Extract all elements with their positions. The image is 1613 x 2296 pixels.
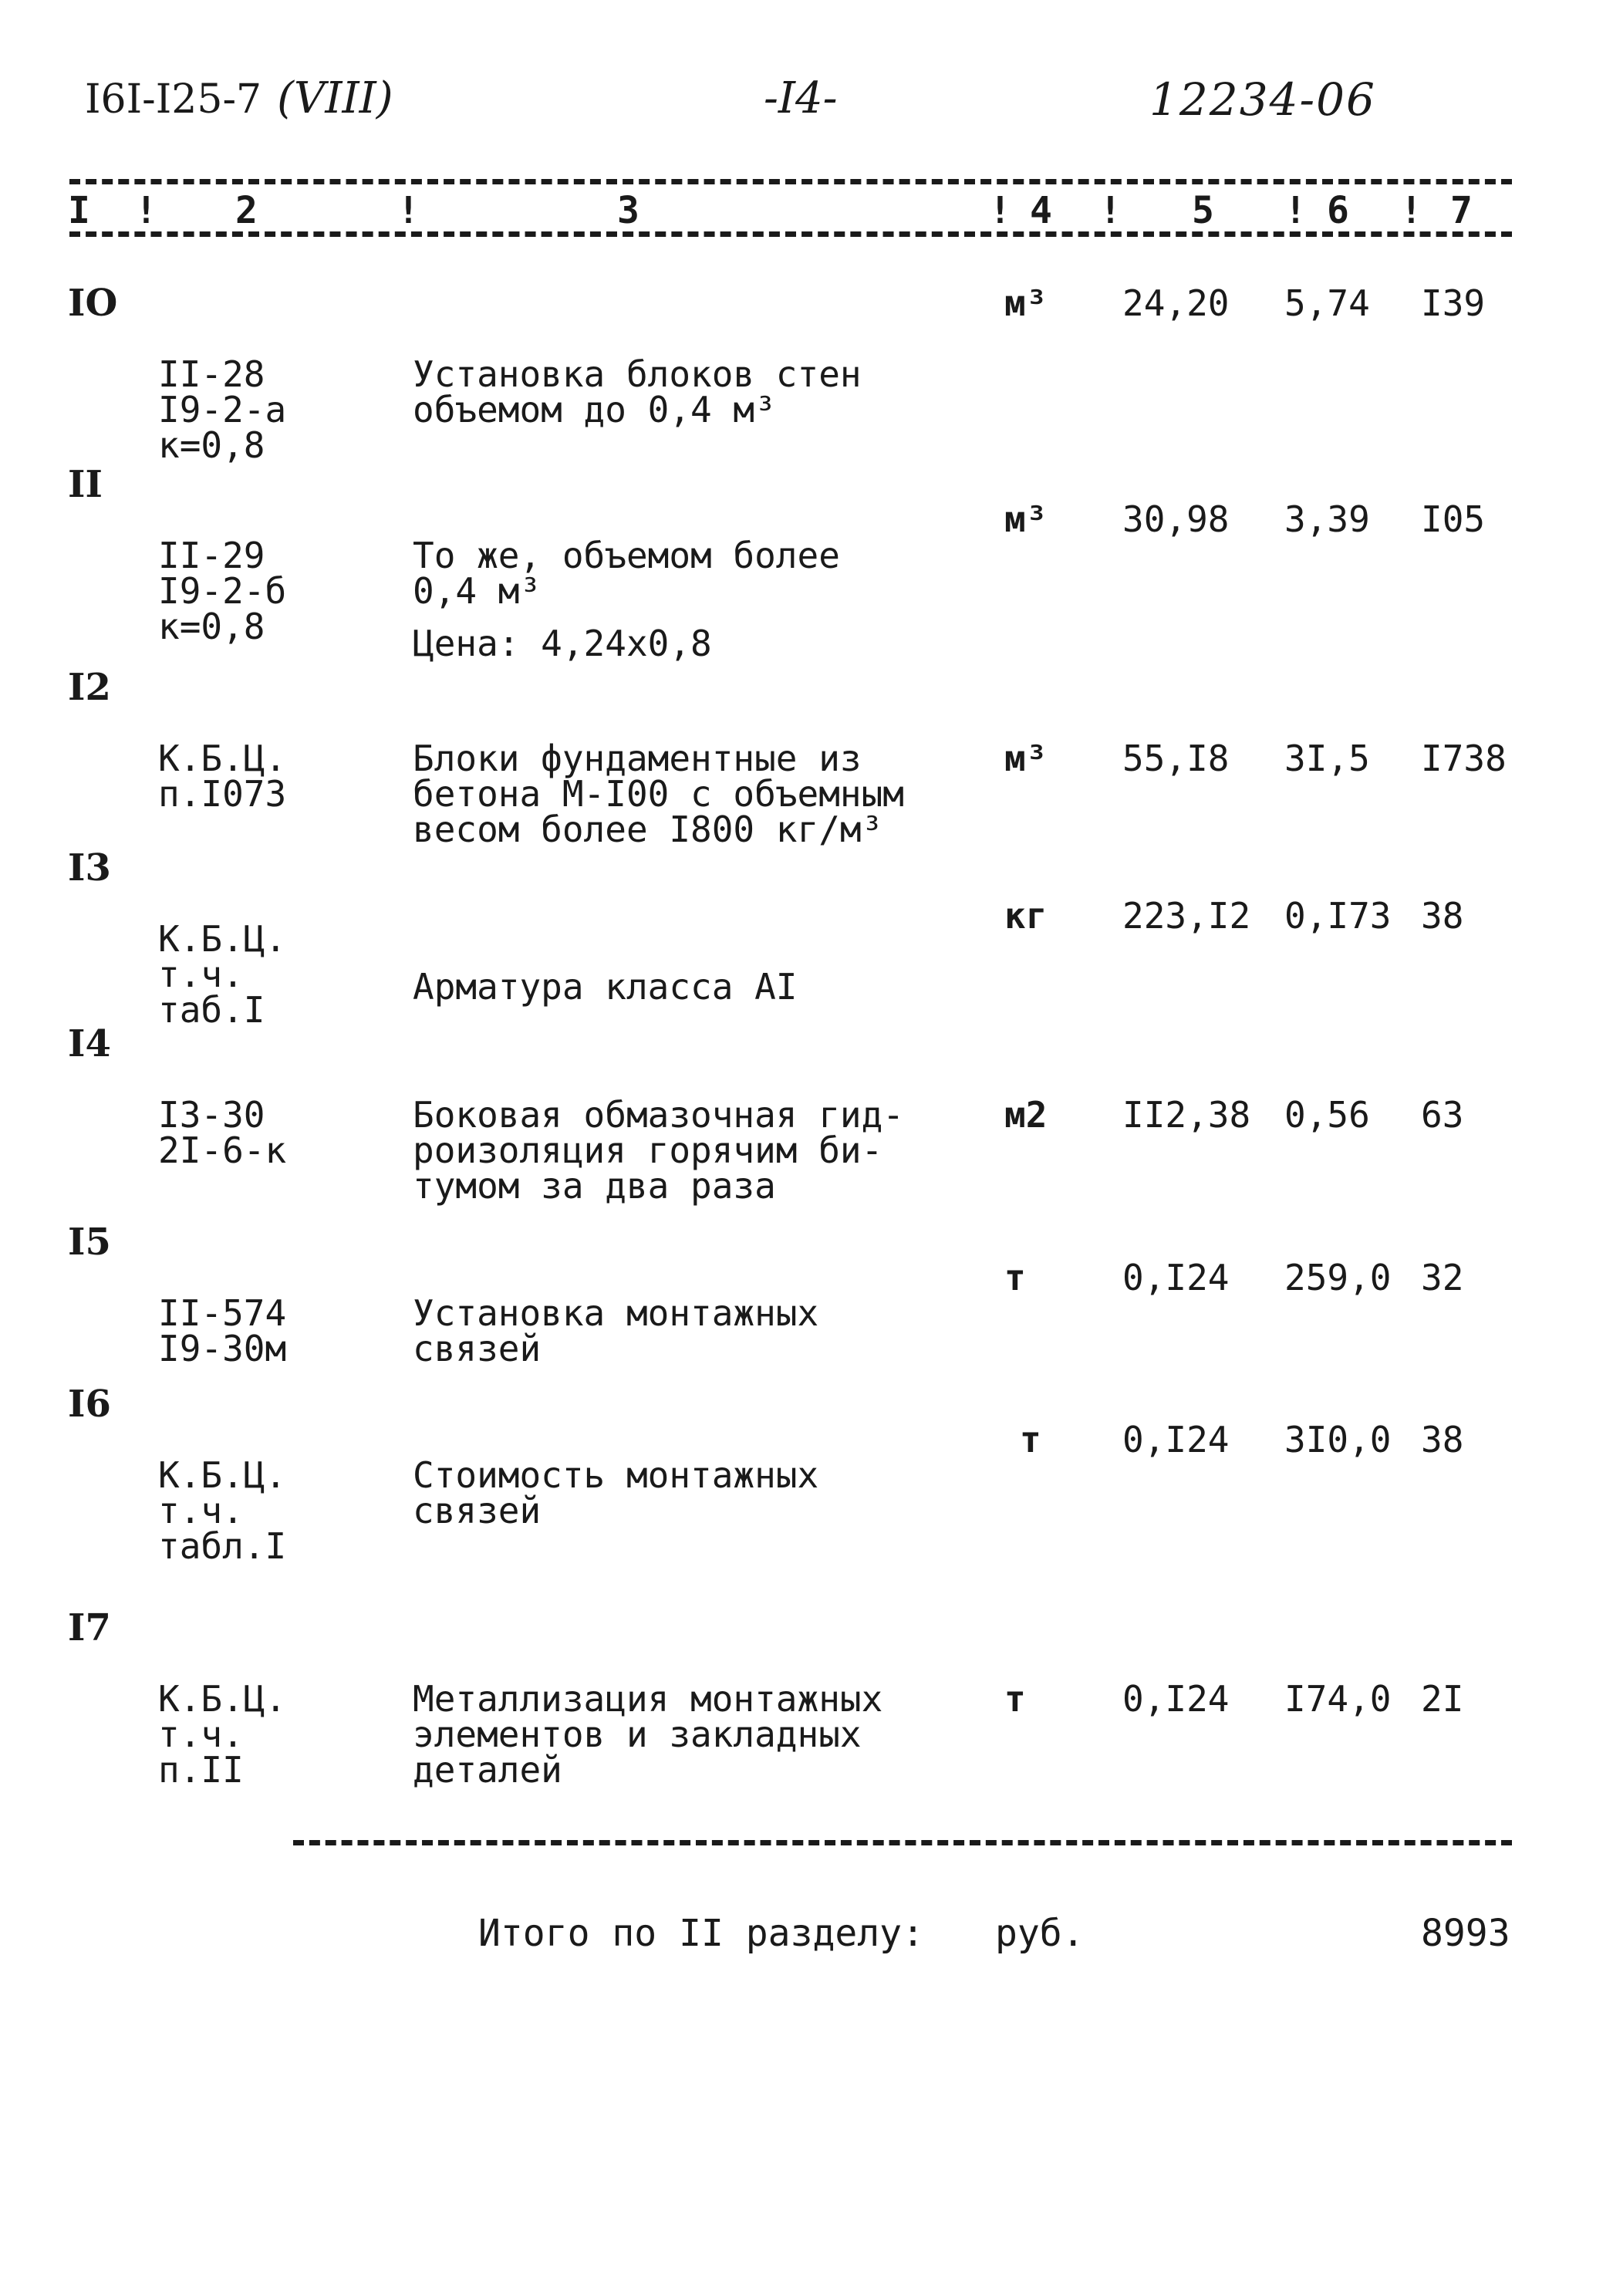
unit: м³ [1004,738,1048,779]
column-header-5: 5 [1192,189,1214,232]
unit-price: 0,I73 [1284,895,1392,937]
rate-code: К.Б.Ц. т.ч. табл.I [158,1454,287,1567]
page-number: -I4- [764,73,838,123]
rate-code: II-29 I9-2-б к=0,8 [158,535,287,647]
section-total-value: 8993 [1421,1912,1510,1955]
unit-price: I74,0 [1284,1678,1392,1720]
total-cost: 32 [1421,1257,1464,1298]
total-cost: 38 [1421,895,1464,937]
work-description: Блоки фундаментные из бетона М-I00 с объемным весом более I800 кг/м³ [413,738,904,850]
unit: м2 [1004,1094,1048,1136]
unit-price: 3,39 [1284,498,1370,540]
column-separator: ! [989,189,1011,232]
column-separator: ! [1284,189,1307,232]
column-separator: ! [1099,189,1122,232]
table-header-rule [69,231,1512,237]
work-description: Боковая обмазочная гид- роизоляция горячим би- тумом за два раза [413,1094,904,1207]
unit: т [1004,1257,1026,1298]
column-header-6: 6 [1327,189,1349,232]
quantity: 55,I8 [1122,738,1230,779]
unit: т [1004,1678,1026,1720]
unit-price: 5,74 [1284,282,1370,324]
column-header-3: 3 [617,189,639,232]
column-header-4: 4 [1030,189,1052,232]
quantity: 223,I2 [1122,895,1251,937]
quantity: 0,I24 [1122,1257,1230,1298]
section-total-label: Итого по II разделу: [478,1912,924,1955]
work-description: Установка блоков стен объемом до 0,4 м³ [413,353,862,430]
doc-code-handwritten: (VIII) [277,73,393,123]
rate-code: II-574 I9-30м [158,1292,287,1369]
doc-code-print: I6I-I25-7 [85,76,262,123]
unit-price: 259,0 [1284,1257,1392,1298]
row-number: I6 [68,1383,111,1426]
quantity: 24,20 [1122,282,1230,324]
work-description: Стоимость монтажных связей [413,1454,819,1531]
row-number: I2 [68,666,111,709]
total-cost: I05 [1421,498,1486,540]
quantity: 30,98 [1122,498,1230,540]
row-number: I4 [68,1022,111,1065]
row-number: II [68,463,103,506]
row-number: I5 [68,1221,111,1264]
unit-price: 3I0,0 [1284,1419,1392,1460]
total-cost: 38 [1421,1419,1464,1460]
column-header-2: 2 [235,189,258,232]
column-separator: ! [1400,189,1422,232]
section-total-unit: руб. [995,1912,1085,1955]
doc-code [85,73,393,123]
work-description: Арматура класса AI [413,966,798,1008]
column-header-1: I [68,189,90,232]
column-separator: ! [397,189,420,232]
work-description: Металлизация монтажных элементов и закладных деталей [413,1678,883,1791]
work-description: То же, объемом более 0,4 м³ Цена: 4,24x0,8 [413,535,840,664]
rate-code: К.Б.Ц. т.ч. п.II [158,1678,287,1791]
rate-code: К.Б.Ц. т.ч. таб.I [158,918,287,1031]
unit-price: 3I,5 [1284,738,1370,779]
unit: м³ [1004,498,1048,540]
quantity: 0,I24 [1122,1419,1230,1460]
row-number: I3 [68,846,111,890]
total-cost: I738 [1421,738,1507,779]
unit: кг [1004,895,1048,937]
rate-code: I3-30 2I-6-к [158,1094,287,1171]
quantity: 0,I24 [1122,1678,1230,1720]
quantity: II2,38 [1122,1094,1251,1136]
column-separator: ! [135,189,157,232]
unit: м³ [1004,282,1048,324]
rate-code: II-28 I9-2-а к=0,8 [158,353,287,466]
unit: т [1020,1419,1041,1460]
column-header-7: 7 [1450,189,1473,232]
unit-price: 0,56 [1284,1094,1370,1136]
work-description: Установка монтажных связей [413,1292,819,1369]
row-number: IO [68,282,118,325]
total-cost: I39 [1421,282,1486,324]
total-cost: 63 [1421,1094,1464,1136]
row-number: I7 [68,1606,111,1649]
rate-code: К.Б.Ц. п.I073 [158,738,287,815]
table-top-rule [69,179,1512,184]
total-cost: 2I [1421,1678,1464,1720]
price-note: Цена: 4,24x0,8 [413,623,712,664]
sheet-code: 12234-06 [1149,73,1376,126]
total-rule [293,1840,1512,1845]
